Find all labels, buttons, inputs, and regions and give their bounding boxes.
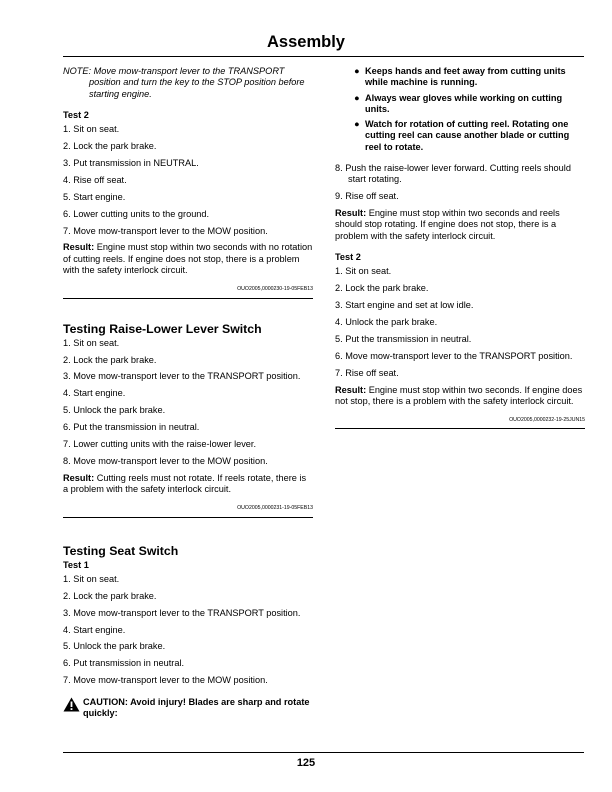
step: 5. Put the transmission in neutral.: [335, 333, 472, 344]
step: 1. Sit on seat.: [335, 266, 392, 277]
result-paragraph: [63, 242, 313, 276]
bullet-text: Keeps hands and feet away from cutting units while machine is running.: [365, 66, 566, 88]
step: 7. Move mow-transport lever to the MOW position.: [63, 675, 268, 686]
reference-code: OUO2005,0000231-19-05FEB13: [63, 503, 313, 517]
step: 3. Put transmission in NEUTRAL.: [63, 157, 199, 168]
step: 3. Start engine and set at low idle.: [335, 300, 474, 311]
step: 1. Sit on seat.: [63, 124, 120, 135]
right-column: [335, 66, 585, 429]
bullet-item: [335, 119, 585, 153]
step: 6. Put the transmission in neutral.: [63, 422, 200, 433]
step: 5. Unlock the park brake.: [63, 641, 166, 652]
bullet-text: Always wear gloves while working on cutting units.: [365, 92, 563, 114]
warning-triangle-icon: [63, 697, 80, 712]
step: 4. Start engine.: [63, 388, 126, 399]
step: 5. Start engine.: [63, 191, 126, 202]
step: 2. Lock the park brake.: [63, 354, 157, 365]
step: 2. Lock the park brake.: [335, 283, 429, 294]
result-paragraph: [335, 208, 585, 242]
step: 9. Rise off seat.: [335, 191, 399, 202]
result-label: Result:: [63, 472, 95, 483]
safety-bullets: [335, 66, 585, 153]
step: 4. Unlock the park brake.: [335, 317, 438, 328]
seat-switch-section: [63, 544, 313, 720]
title-divider: [63, 56, 584, 57]
test2-section: [63, 110, 313, 299]
step: 4. Rise off seat.: [63, 174, 127, 185]
step: 5. Unlock the park brake.: [63, 405, 166, 416]
test-heading: Test 2: [63, 109, 89, 120]
result-paragraph: [63, 473, 313, 496]
step: 7. Move mow-transport lever to the MOW position.: [63, 225, 268, 236]
result-paragraph: [335, 385, 585, 408]
section-heading: Testing Raise-Lower Lever Switch: [63, 321, 262, 336]
step: 2. Lock the park brake.: [63, 141, 157, 152]
result-label: Result:: [63, 242, 95, 253]
step: 7. Rise off seat.: [335, 367, 399, 378]
step: 8. Push the raise-lower lever forward. Cutting reels should start rotating.: [335, 163, 571, 185]
step: 7. Lower cutting units with the raise-lower lever.: [63, 438, 257, 449]
caution-box: [63, 697, 313, 720]
note: NOTE: Move mow-transport lever to the TRANSPORT position and turn the key to the STOP position before starting engine.: [63, 66, 305, 99]
result-text: Cutting reels must not rotate. If reels rotate, there is a problem with the safety interlock circuit.: [63, 472, 307, 495]
page-title: Assembly: [267, 33, 345, 51]
page-number: 125: [296, 757, 316, 769]
step: 3. Move mow-transport lever to the TRANSPORT position.: [63, 371, 301, 382]
step: 3. Move mow-transport lever to the TRANSPORT position.: [63, 607, 301, 618]
result-text: Engine must stop within two seconds with no rotation of cutting reels. If engine does not stop, there is a problem with the safety interlock circuit.: [63, 242, 313, 276]
section-heading: Testing Seat Switch: [63, 543, 179, 558]
test-heading: Test 2: [335, 252, 361, 263]
reference-code: OUO2005,0000230-19-05FEB13: [63, 284, 313, 298]
result-text: Engine must stop within two seconds and reels should stop rotating. If engine does not stop, there is a problem with the safety interlock circuit.: [335, 208, 560, 241]
test2-right-section: [335, 252, 585, 429]
step: 2. Lock the park brake.: [63, 590, 157, 601]
step: 6. Lower cutting units to the ground.: [63, 208, 210, 219]
footer-divider: [63, 752, 584, 753]
left-column: [63, 66, 313, 719]
caution-text: CAUTION: Avoid injury! Blades are sharp and rotate quickly:: [83, 696, 310, 718]
test-heading: Test 1: [63, 559, 89, 570]
result-text: Engine must stop within two seconds. If engine does not stop, there is a problem with the safety interlock circuit.: [335, 384, 583, 406]
reference-code: OUO2005,0000232-19-25JUN15: [335, 415, 585, 429]
bullet-dot: ●: [354, 66, 360, 76]
step: 1. Sit on seat.: [63, 337, 120, 348]
bullet-text: Watch for rotation of cutting reel. Rotating one cutting reel can cause another blade or cutting reel to rotate.: [365, 119, 570, 152]
bullet-dot: ●: [354, 119, 360, 130]
raise-lower-section: [63, 322, 313, 518]
step: 8. Move mow-transport lever to the MOW position.: [63, 455, 268, 466]
step: 6. Put transmission in neutral.: [63, 658, 185, 669]
step: 6. Move mow-transport lever to the TRANSPORT position.: [335, 350, 573, 361]
step: 1. Sit on seat.: [63, 573, 120, 584]
bullet-item: [335, 66, 585, 89]
bullet-item: [335, 93, 585, 116]
result-label: Result:: [335, 384, 367, 395]
step: 4. Start engine.: [63, 624, 126, 635]
bullet-dot: ●: [354, 92, 360, 103]
result-label: Result:: [335, 208, 367, 219]
